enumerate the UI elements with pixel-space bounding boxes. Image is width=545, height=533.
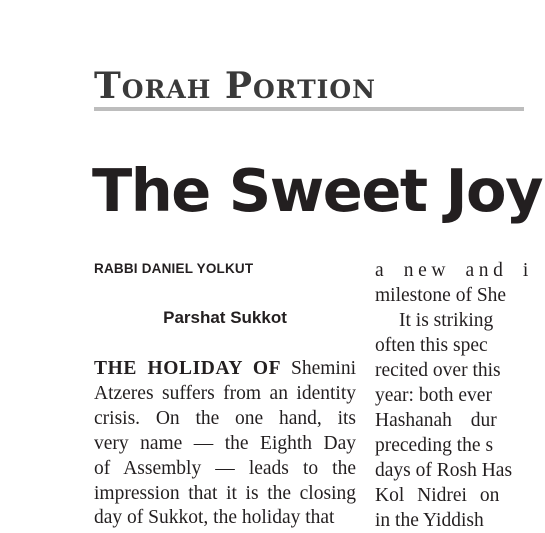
author-byline: RABBI DANIEL YOLKUT <box>94 261 254 276</box>
body-line: preceding the s <box>375 435 494 456</box>
body-line: in the Yiddish <box>375 510 484 531</box>
section-title: Torah Portion <box>94 65 377 107</box>
body-line <box>94 356 356 381</box>
article-subhead: Parshat Sukkot <box>163 308 287 327</box>
right-column <box>375 258 545 533</box>
body-line: Hashanah dur <box>375 410 497 431</box>
body-line: days of Rosh Has <box>375 460 513 481</box>
body-line: recited over this <box>375 360 501 381</box>
lead-rest: Shemini <box>281 358 356 379</box>
body-line: crisis. On the one hand, its <box>94 408 356 429</box>
body-line: of Assembly — leads to the <box>94 458 356 479</box>
body-line: Atzeres suffers from an identity <box>94 383 356 404</box>
lead-in: THE HOLIDAY OF <box>94 358 282 379</box>
body-line: impression that it is the closing <box>94 483 356 504</box>
body-line-partial: day of Sukkot, the holiday that <box>94 507 335 528</box>
body-line: milestone of She <box>375 285 507 306</box>
section-divider <box>94 107 524 111</box>
body-line: a new and i <box>375 260 533 281</box>
body-line: year: both ever <box>375 385 492 406</box>
left-column <box>94 356 356 506</box>
body-line: Kol Nidrei on <box>375 485 500 506</box>
body-line: It is striking <box>399 310 494 331</box>
article-headline: The Sweet Joy <box>92 156 543 225</box>
body-line: very name — the Eighth Day <box>94 433 356 454</box>
body-line: often this spec <box>375 335 488 356</box>
